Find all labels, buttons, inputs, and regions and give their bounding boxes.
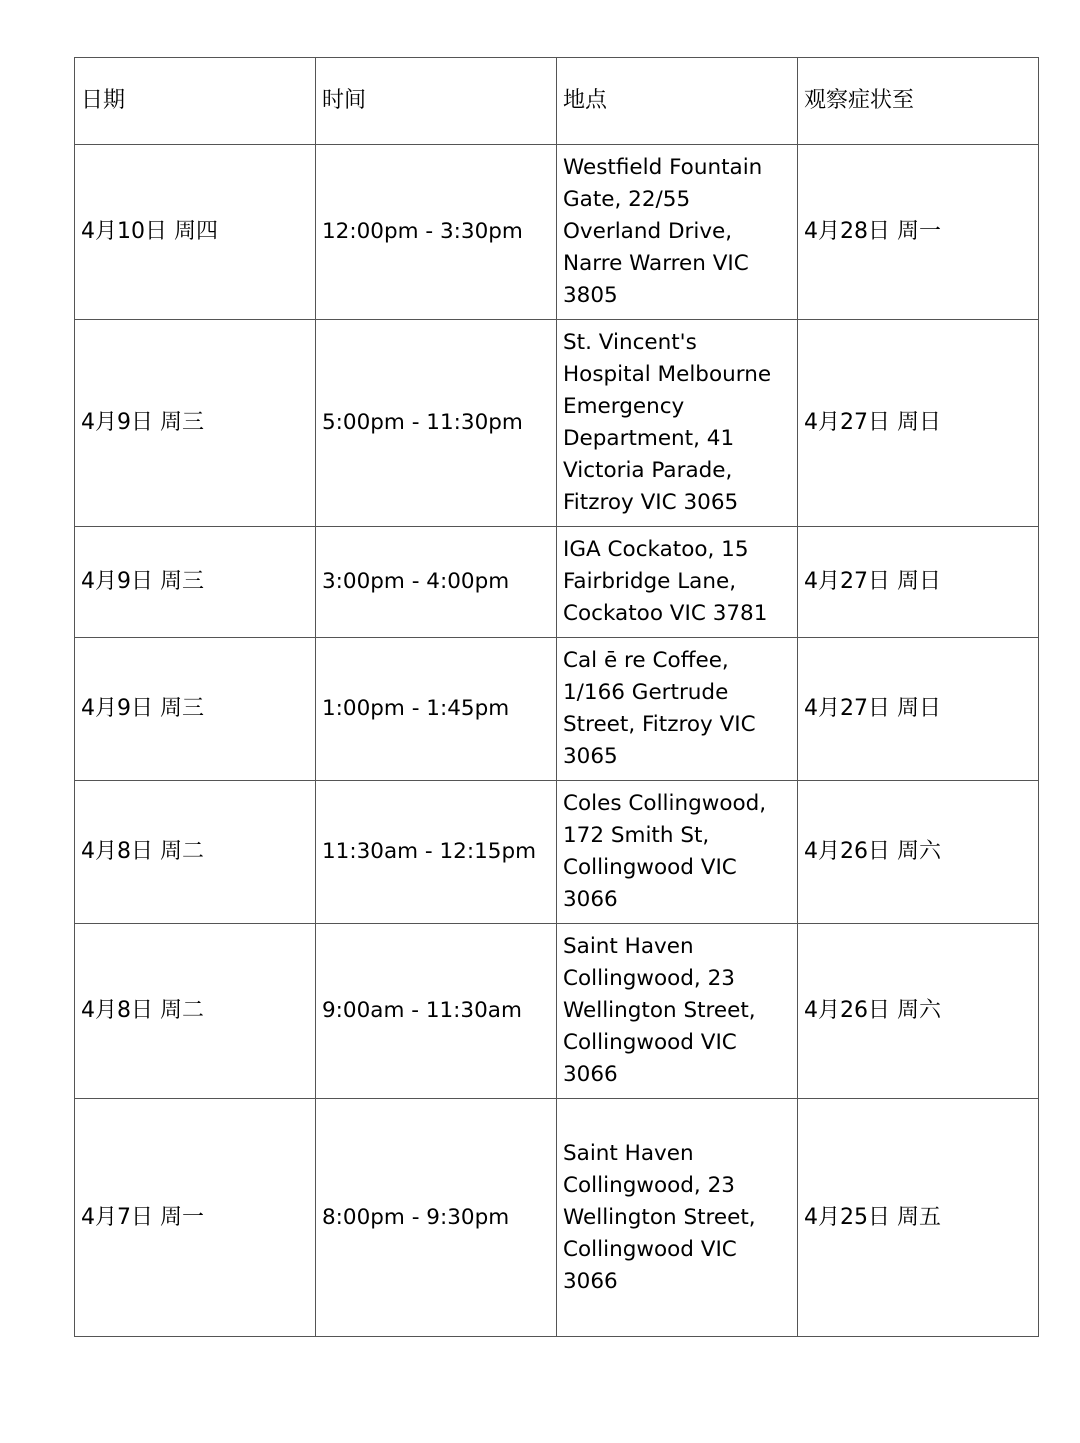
time-cell: 8:00pm - 9:30pm [316, 1099, 557, 1337]
location-cell: IGA Cockatoo, 15 Fairbridge Lane, Cockatoo VIC 3781 [557, 527, 798, 638]
time-cell: 12:00pm - 3:30pm [316, 145, 557, 320]
document-page [74, 57, 1039, 1337]
location-cell: Westfield Fountain Gate, 22/55 Overland Drive, Narre Warren VIC 3805 [557, 145, 798, 320]
date-cell: 4月10日 周四 [75, 145, 316, 320]
time-cell: 3:00pm - 4:00pm [316, 527, 557, 638]
table-row [75, 320, 1039, 527]
location-cell: Saint Haven Collingwood, 23 Wellington Street, Collingwood VIC 3066 [557, 1099, 798, 1337]
table-row [75, 145, 1039, 320]
date-cell: 4月9日 周三 [75, 527, 316, 638]
watch-until-cell: 4月27日 周日 [798, 638, 1039, 781]
table-row [75, 1099, 1039, 1337]
time-cell: 1:00pm - 1:45pm [316, 638, 557, 781]
table-header-row [75, 58, 1039, 145]
time-cell: 9:00am - 11:30am [316, 924, 557, 1099]
header-watch-until: 观察症状至 [798, 58, 1039, 145]
table-row [75, 527, 1039, 638]
location-cell: Saint Haven Collingwood, 23 Wellington Street, Collingwood VIC 3066 [557, 924, 798, 1099]
header-time: 时间 [316, 58, 557, 145]
watch-until-cell: 4月28日 周一 [798, 145, 1039, 320]
time-cell: 11:30am - 12:15pm [316, 781, 557, 924]
table-row [75, 781, 1039, 924]
time-cell: 5:00pm - 11:30pm [316, 320, 557, 527]
date-cell: 4月8日 周二 [75, 924, 316, 1099]
watch-until-cell: 4月25日 周五 [798, 1099, 1039, 1337]
location-cell: Coles Collingwood, 172 Smith St, Collingwood VIC 3066 [557, 781, 798, 924]
watch-until-cell: 4月27日 周日 [798, 320, 1039, 527]
header-date: 日期 [75, 58, 316, 145]
table-row [75, 924, 1039, 1099]
table-row [75, 638, 1039, 781]
date-cell: 4月9日 周三 [75, 320, 316, 527]
watch-until-cell: 4月27日 周日 [798, 527, 1039, 638]
location-cell: Cal ē re Coffee, 1/166 Gertrude Street, Fitzroy VIC 3065 [557, 638, 798, 781]
location-cell: St. Vincent's Hospital Melbourne Emergency Department, 41 Victoria Parade, Fitzroy VIC 3065 [557, 320, 798, 527]
watch-until-cell: 4月26日 周六 [798, 781, 1039, 924]
header-location: 地点 [557, 58, 798, 145]
watch-until-cell: 4月26日 周六 [798, 924, 1039, 1099]
exposure-sites-table [74, 57, 1039, 1337]
date-cell: 4月8日 周二 [75, 781, 316, 924]
date-cell: 4月9日 周三 [75, 638, 316, 781]
date-cell: 4月7日 周一 [75, 1099, 316, 1337]
